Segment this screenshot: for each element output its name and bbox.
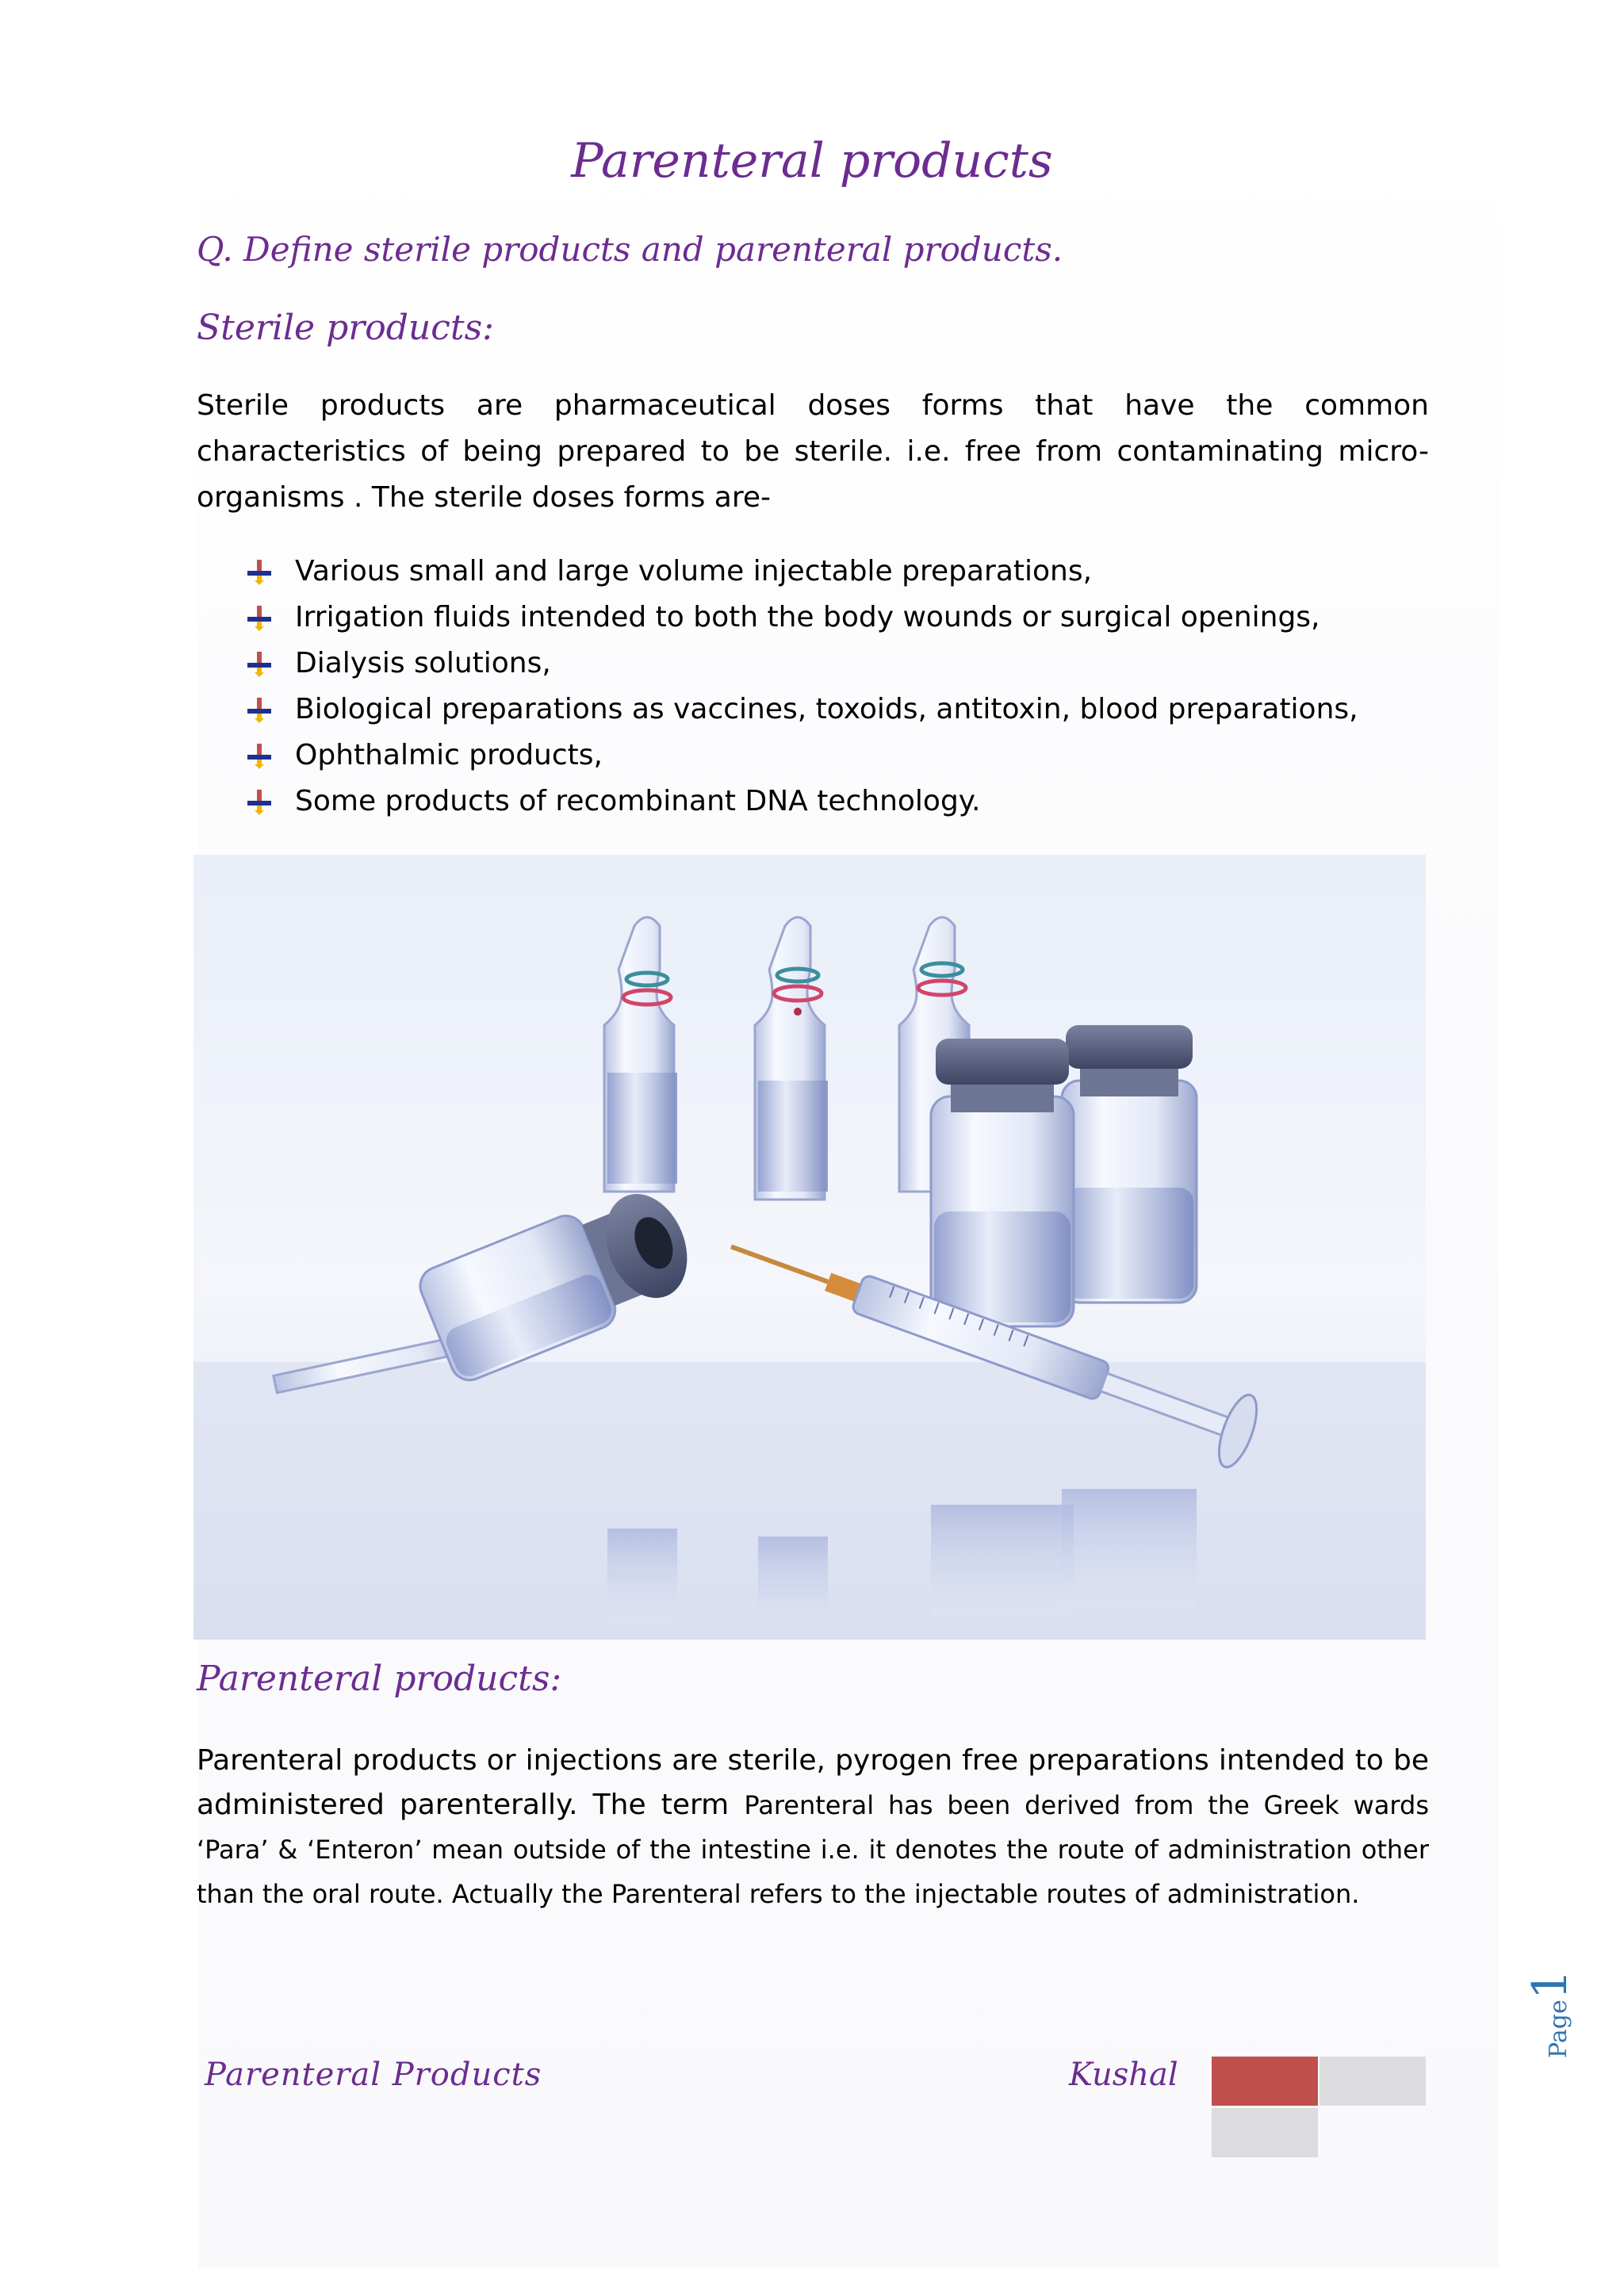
footer-decoration-gray bbox=[1212, 2108, 1318, 2157]
sterile-products-heading: Sterile products: bbox=[197, 308, 494, 348]
list-item-text: Ophthalmic products, bbox=[295, 739, 603, 771]
sterile-dosage-forms-list bbox=[246, 549, 1358, 825]
list-item bbox=[246, 779, 1358, 825]
parenteral-products-heading: Parenteral products: bbox=[197, 1659, 562, 1699]
arrow-cross-icon bbox=[246, 742, 273, 769]
page-title: Parenteral products bbox=[571, 133, 1053, 189]
vials-syringe-photo bbox=[193, 855, 1426, 1640]
paragraph-text-small: Parenteral has been derived from the Greek wards ‘Para’ & ‘Enteron’ mean outside of the intestine i.e. it denotes the route of administration other than the oral route. Actually the Parenteral refers to the injectable routes of administration. bbox=[197, 1790, 1429, 1909]
page-label: Page bbox=[1545, 1999, 1572, 2058]
arrow-cross-icon bbox=[246, 650, 273, 677]
list-item bbox=[246, 549, 1358, 595]
footer-decoration-gray bbox=[1320, 2057, 1426, 2106]
page-number bbox=[1507, 1970, 1594, 2057]
footer-decoration-red bbox=[1212, 2057, 1318, 2106]
question-heading: Q. Define sterile products and parenteral products. bbox=[197, 230, 1063, 269]
list-item-text: Biological preparations as vaccines, toxoids, antitoxin, blood preparations, bbox=[295, 693, 1358, 725]
list-item-text: Irrigation fluids intended to both the body wounds or surgical openings, bbox=[295, 601, 1320, 633]
arrow-cross-icon bbox=[246, 558, 273, 585]
footer-document-title: Parenteral Products bbox=[205, 2057, 542, 2093]
page-digit: 1 bbox=[1522, 1969, 1578, 2000]
list-item bbox=[246, 687, 1358, 733]
list-item bbox=[246, 733, 1358, 779]
parenteral-products-paragraph bbox=[197, 1739, 1429, 1916]
arrow-cross-icon bbox=[246, 696, 273, 723]
paragraph-text-main: Parenteral products or injections are sterile, pyrogen free preparations intended to be administered parenterally. The term bbox=[197, 1744, 1429, 1821]
list-item bbox=[246, 641, 1358, 687]
vials-syringe-illustration bbox=[193, 855, 1426, 1640]
list-item-text: Dialysis solutions, bbox=[295, 647, 551, 679]
list-item-text: Various small and large volume injectable preparations, bbox=[295, 555, 1093, 587]
list-item bbox=[246, 595, 1358, 641]
footer-author: Kushal bbox=[1069, 2057, 1178, 2093]
arrow-cross-icon bbox=[246, 788, 273, 815]
arrow-cross-icon bbox=[246, 604, 273, 631]
list-item-text: Some products of recombinant DNA technology. bbox=[295, 785, 981, 817]
sterile-products-paragraph: Sterile products are pharmaceutical doses forms that have the common characteristics of being prepared to be sterile. i.e. free from contaminating micro-organisms . The sterile doses forms are- bbox=[197, 389, 1429, 514]
